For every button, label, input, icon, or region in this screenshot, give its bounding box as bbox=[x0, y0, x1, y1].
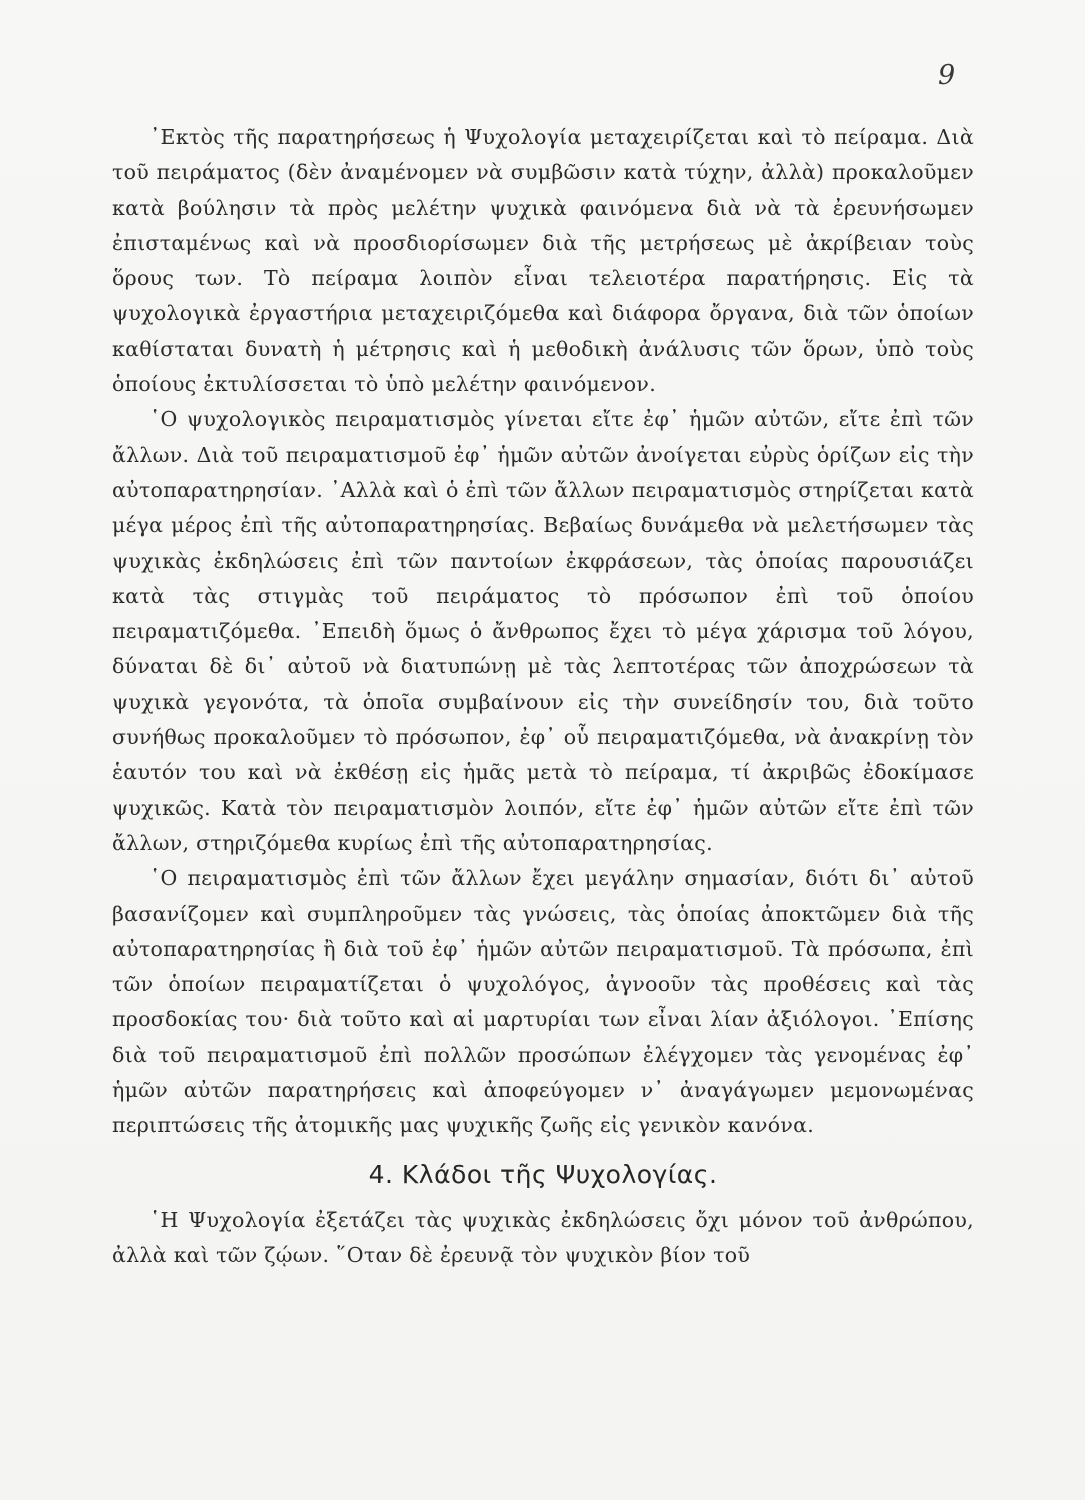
paragraph-experiment: ᾿Εκτὸς τῆς παρατηρήσεως ἡ Ψυχολογία μεταχειρίζεται καὶ τὸ πείραμα. Διὰ τοῦ πειράματος (δὲν ἀναμένομεν νὰ συμβῶσιν κατὰ τύχην, ἀλλὰ) προκαλοῦμεν κατὰ βούλησιν τὰ πρὸς μελέτην ψυχικὰ φαινόμενα διὰ νὰ τὰ ἐρευνήσωμεν ἐπισταμένως καὶ νὰ προσδιορίσωμεν διὰ τῆς μετρήσεως μὲ ἀκρίβειαν τοὺς ὅρους των. Τὸ πείραμα λοιπὸν εἶναι τελειοτέρα παρατήρησις. Εἰς τὰ ψυχολογικὰ ἐργαστήρια μεταχειριζόμεθα καὶ διάφορα ὄργανα, διὰ τῶν ὁποίων καθίσταται δυνατὴ ἡ μέτρησις καὶ ἡ μεθοδικὴ ἀνάλυσις τῶν ὅρων, ὑπὸ τοὺς ὁποίους ἐκτυλίσσεται τὸ ὑπὸ μελέτην φαινόμενον. bbox=[112, 125, 974, 397]
page-number: 9 bbox=[938, 60, 956, 91]
paragraph-branches: ῾Η Ψυχολογία ἐξετάζει τὰς ψυχικὰς ἐκδηλώσεις ὄχι μόνον τοῦ ἀνθρώπου, ἀλλὰ καὶ τῶν ζῴων. ῞Οταν δὲ ἐρευνᾷ τὸν ψυχικὸν βίον τοῦ bbox=[112, 1207, 974, 1267]
body-text bbox=[112, 120, 974, 1273]
paragraph-experimentation-others: ῾Ο πειραματισμὸς ἐπὶ τῶν ἄλλων ἔχει μεγάλην σημασίαν, διότι δι᾿ αὐτοῦ βασανίζομεν καὶ συμπληροῦμεν τὰς γνώσεις, τὰς ὁποίας ἀποκτῶμεν διὰ τῆς αὐτοπαρατηρησίας ἢ διὰ τοῦ ἐφ᾿ ἡμῶν αὐτῶν πειραματισμοῦ. Τὰ πρόσωπα, ἐπὶ τῶν ὁποίων πειραματίζεται ὁ ψυχολόγος, ἀγνοοῦν τὰς προθέσεις καὶ τὰς προσδοκίας του· διὰ τοῦτο καὶ αἱ μαρτυρίαι των εἶναι λίαν ἀξιόλογοι. ᾿Επίσης διὰ τοῦ πειραματισμοῦ ἐπὶ πολλῶν προσώπων ἐλέγχομεν τὰς γενομένας ἐφ᾿ ἡμῶν αὐτῶν παρατηρήσεις καὶ ἀποφεύγομεν ν᾿ ἀναγάγωμεν μεμονωμένας περιπτώσεις τῆς ἀτομικῆς μας ψυχικῆς ζωῆς εἰς γενικὸν κανόνα. bbox=[112, 866, 974, 1138]
paragraph-experimentation: ῾Ο ψυχολογικὸς πειραματισμὸς γίνεται εἴτε ἐφ᾿ ἡμῶν αὐτῶν, εἴτε ἐπὶ τῶν ἄλλων. Διὰ τοῦ πειραματισμοῦ ἐφ᾿ ἡμῶν αὐτῶν ἀνοίγεται εὐρὺς ὁρίζων εἰς τὴν αὐτοπαρατηρησίαν. ᾿Αλλὰ καὶ ὁ ἐπὶ τῶν ἄλλων πειραματισμὸς στηρίζεται κατὰ μέγα μέρος ἐπὶ τῆς αὐτοπαρατηρησίας. Βεβαίως δυνάμεθα νὰ μελετήσωμεν τὰς ψυχικὰς ἐκδηλώσεις ἐπὶ τῶν παντοίων ἐκφράσεων, τὰς ὁποίας παρουσιάζει κατὰ τὰς στιγμὰς τοῦ πειράματος τὸ πρόσωπον ἐπὶ τοῦ ὁποίου πειραματιζόμεθα. ᾿Επειδὴ ὅμως ὁ ἄνθρωπος ἔχει τὸ μέγα χάρισμα τοῦ λόγου, δύναται δὲ δι᾿ αὐτοῦ νὰ διατυπώνῃ μὲ τὰς λεπτοτέρας τῶν ἀποχρώσεων τὰ ψυχικὰ γεγονότα, τὰ ὁποῖα συμβαίνουν εἰς τὴν συνείδησίν του, διὰ τοῦτο συνήθως προκαλοῦμεν τὸ πρόσωπον, ἐφ᾿ οὗ πειραματιζόμεθα, νὰ ἀνακρίνῃ τὸν ἑαυτόν του καὶ νὰ ἐκθέσῃ εἰς ἡμᾶς μετὰ τὸ πείραμα, τί ἀκριβῶς ἐδοκίμασε ψυχικῶς. Κατὰ τὸν πειραματισμὸν λοιπόν, εἴτε ἐφ᾿ ἡμῶν αὐτῶν εἴτε ἐπὶ τῶν ἄλλων, στηριζόμεθα κυρίως ἐπὶ τῆς αὐτοπαρατηρησίας. bbox=[112, 407, 974, 855]
section-heading: 4. Κλάδοι τῆς Ψυχολογίας. bbox=[368, 1159, 718, 1189]
